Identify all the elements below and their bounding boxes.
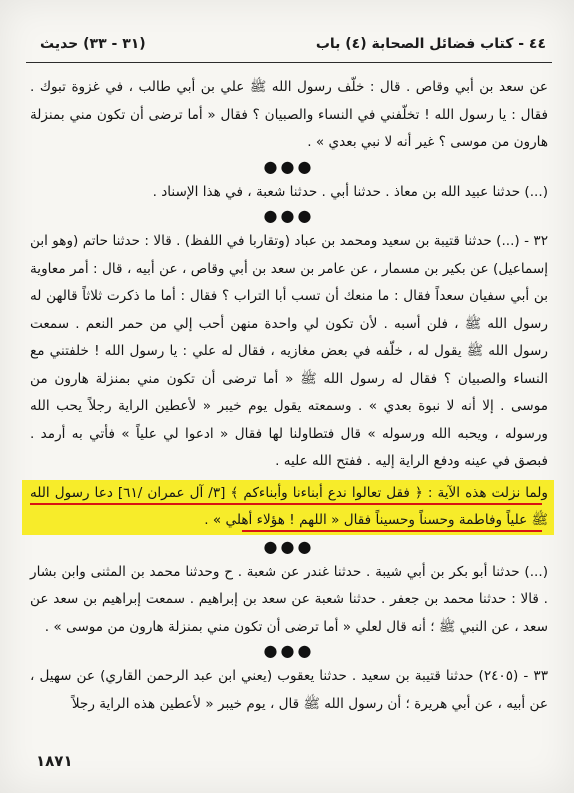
- hadith-range: (٣١ - ٣٣) حديث: [40, 36, 146, 52]
- header-rule: [26, 62, 552, 63]
- paragraph-3: ٣٢ - (...) حدثنا قتيبة بن سعيد ومحمد بن عباد (وتقاربا في اللفظ) . قالا : حدثنا حاتم (وهو ابن إسماعيل) عن بكير بن مسمار ، عن عامر بن سعد بن أبي وقاص ، عن أبيه ، قال : أمر معاوية بن أبي سفيان سعداً فقال : ما منعك أن تسب أبا التراب ؟ فقال : أما ما ذكرت ثلاثاً قالهن له رسول الله ﷺ ، فلن أسبه . لأن تكون لي واحدة منهن أحب إلي من حمر النعم . سمعت رسول الله ﷺ يقول له ، خلّفه في بعض مغازيه ، فقال له علي : يا رسول الله ! خلفتني مع النساء والصبيان ؟ فقال له رسول الله ﷺ « أما ترضى أن تكون مني بمنزلة هارون من موسى . إلا أنه لا نبوة بعدي » . وسمعته يقول يوم خيبر « لأعطين الراية رجلاً يحب الله ورسوله ، ويحبه الله ورسوله » قال فتطاولنا لها فقال « ادعوا لي علياً » فأتي به أرمد . فبصق في عينه ودفع الراية إليه . ففتح الله عليه .: [30, 233, 548, 469]
- page-number: ١٨٧١: [36, 752, 73, 770]
- paragraph-6: ٣٣ - (٢٤٠٥) حدثنا قتيبة بن سعيد . حدثنا يعقوب (يعني ابن عبد الرحمن القاري) عن سهيل ، عن أبيه ، عن أبي هريرة ؛ أن رسول الله ﷺ قال ، يوم خيبر « لأعطين هذه الراية رجلاً: [30, 668, 548, 712]
- paragraph-1: عن سعد بن أبي وقاص . قال : خلّف رسول الله ﷺ علي بن أبي طالب ، في غزوة تبوك . فقال : يا رسول الله ! تخلّفني في النساء والصبيان ؟ فقال « أما ترضى أن تكون مني بمنزلة هارون من موسى ؟ غير أنه لا نبي بعدي » .: [30, 79, 548, 150]
- separator-dots: ●●●: [263, 536, 315, 556]
- page-header: [28, 30, 546, 60]
- highlighted-passage: [22, 480, 554, 535]
- paragraph-5: (...) حدثنا أبو بكر بن أبي شيبة . حدثنا غندر عن شعبة . ح وحدثنا محمد بن المثنى وابن بشار . قالا : حدثنا محمد بن جعفر . حدثنا شعبة عن سعد بن إبراهيم . سمعت إبراهيم بن سعد عن سعد ، عن النبي ﷺ ؛ أنه قال لعلي « أما ترضى أن تكون مني بمنزلة هارون من موسى » .: [30, 563, 548, 635]
- separator-dots: ●●●: [263, 206, 315, 225]
- chapter-title: ٤٤ - كتاب فضائل الصحابة (٤) باب: [315, 36, 546, 52]
- page-body: [30, 74, 548, 718]
- red-underline: [30, 503, 542, 505]
- red-underline: [242, 530, 542, 532]
- paragraph-2: (...) حدثنا عبيد الله بن معاذ . حدثنا أبي . حدثنا شعبة ، في هذا الإسناد .: [152, 183, 548, 200]
- paragraph-4: ولما نزلت هذه الآية : ﴿ فقل تعالوا ندع أبناءنا وأبناءكم ﴾ [٣/ آل عمران /٦١] دعا رسول الله ﷺ علياً وفاطمة وحسناً وحسيناً فقال « اللهم ! هؤلاء أهلي » .: [30, 484, 548, 528]
- separator-dots: ●●●: [263, 156, 315, 176]
- separator-dots: ●●●: [263, 641, 315, 660]
